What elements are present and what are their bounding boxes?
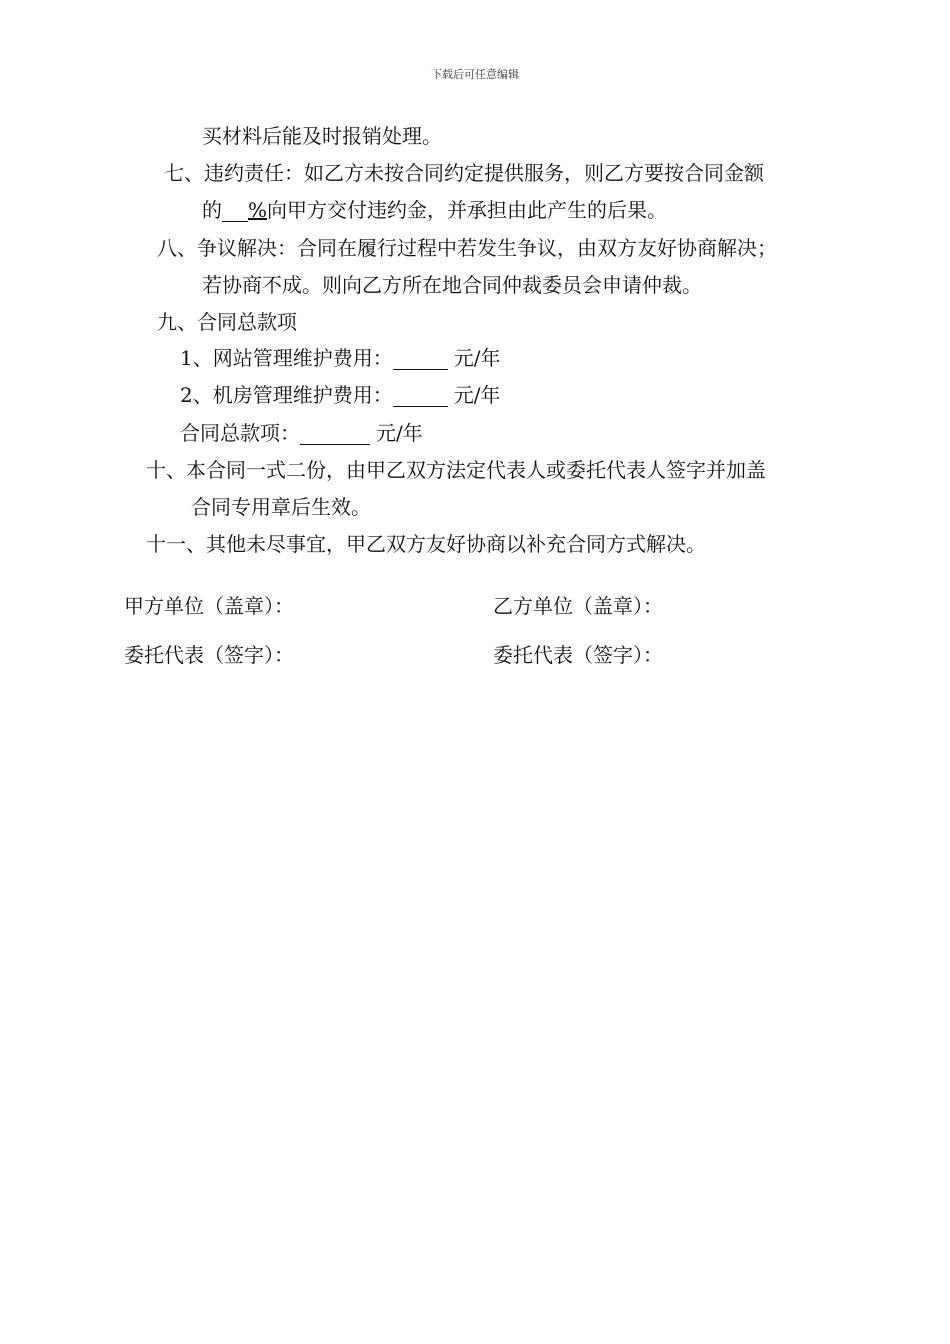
fee-unit: 元/年 (376, 421, 423, 445)
party-a-representative-signature: 委托代表（签字）： (124, 643, 294, 667)
fee-item-server-room (180, 383, 500, 407)
clause-8-dispute-resolution: 八、争议解决：合同在履行过程中若发生争议，由双方友好协商解决； (157, 236, 777, 260)
total-amount-label: 合同总款项： (180, 421, 300, 445)
clause-11-other-matters: 十一、其他未尽事宜，甲乙双方友好协商以补充合同方式解决。 (146, 532, 706, 556)
clause-8-continuation: 若协商不成。则向乙方所在地合同仲裁委员会申请仲裁。 (202, 273, 702, 297)
fee-item-website (180, 346, 500, 370)
total-amount-blank[interactable] (300, 424, 370, 445)
clause-7-breach-liability: 七、违约责任：如乙方未按合同约定提供服务，则乙方要按合同金额 (164, 161, 764, 185)
fee-item-website-label: 1、网站管理维护费用： (180, 346, 393, 370)
penalty-percent-blank[interactable] (222, 201, 248, 222)
server-room-fee-blank[interactable] (393, 386, 448, 407)
clause-10-copies: 十、本合同一式二份，由甲乙双方法定代表人或委托代表人签字并加盖 (146, 458, 766, 482)
page-header: 下载后可任意编辑 (431, 68, 519, 81)
clause-10-continuation: 合同专用章后生效。 (191, 495, 371, 519)
clause-7-continuation (202, 198, 667, 222)
fee-unit: 元/年 (453, 383, 501, 407)
clause-6-continuation: 买材料后能及时报销处理。 (202, 124, 442, 148)
total-amount (180, 421, 423, 445)
percent-sign: % (248, 198, 268, 222)
party-b-unit-seal: 乙方单位（盖章）： (493, 594, 663, 618)
clause-7-suffix: 向甲方交付违约金，并承担由此产生的后果。 (267, 198, 668, 222)
website-fee-blank[interactable] (393, 349, 448, 370)
fee-item-server-room-label: 2、机房管理维护费用： (180, 383, 393, 407)
clause-7-prefix: 的 (202, 198, 222, 222)
party-b-representative-signature: 委托代表（签字）： (493, 643, 663, 667)
party-a-unit-seal: 甲方单位（盖章）： (124, 594, 294, 618)
clause-9-total-amount: 九、合同总款项 (157, 310, 297, 334)
fee-unit: 元/年 (453, 346, 501, 370)
